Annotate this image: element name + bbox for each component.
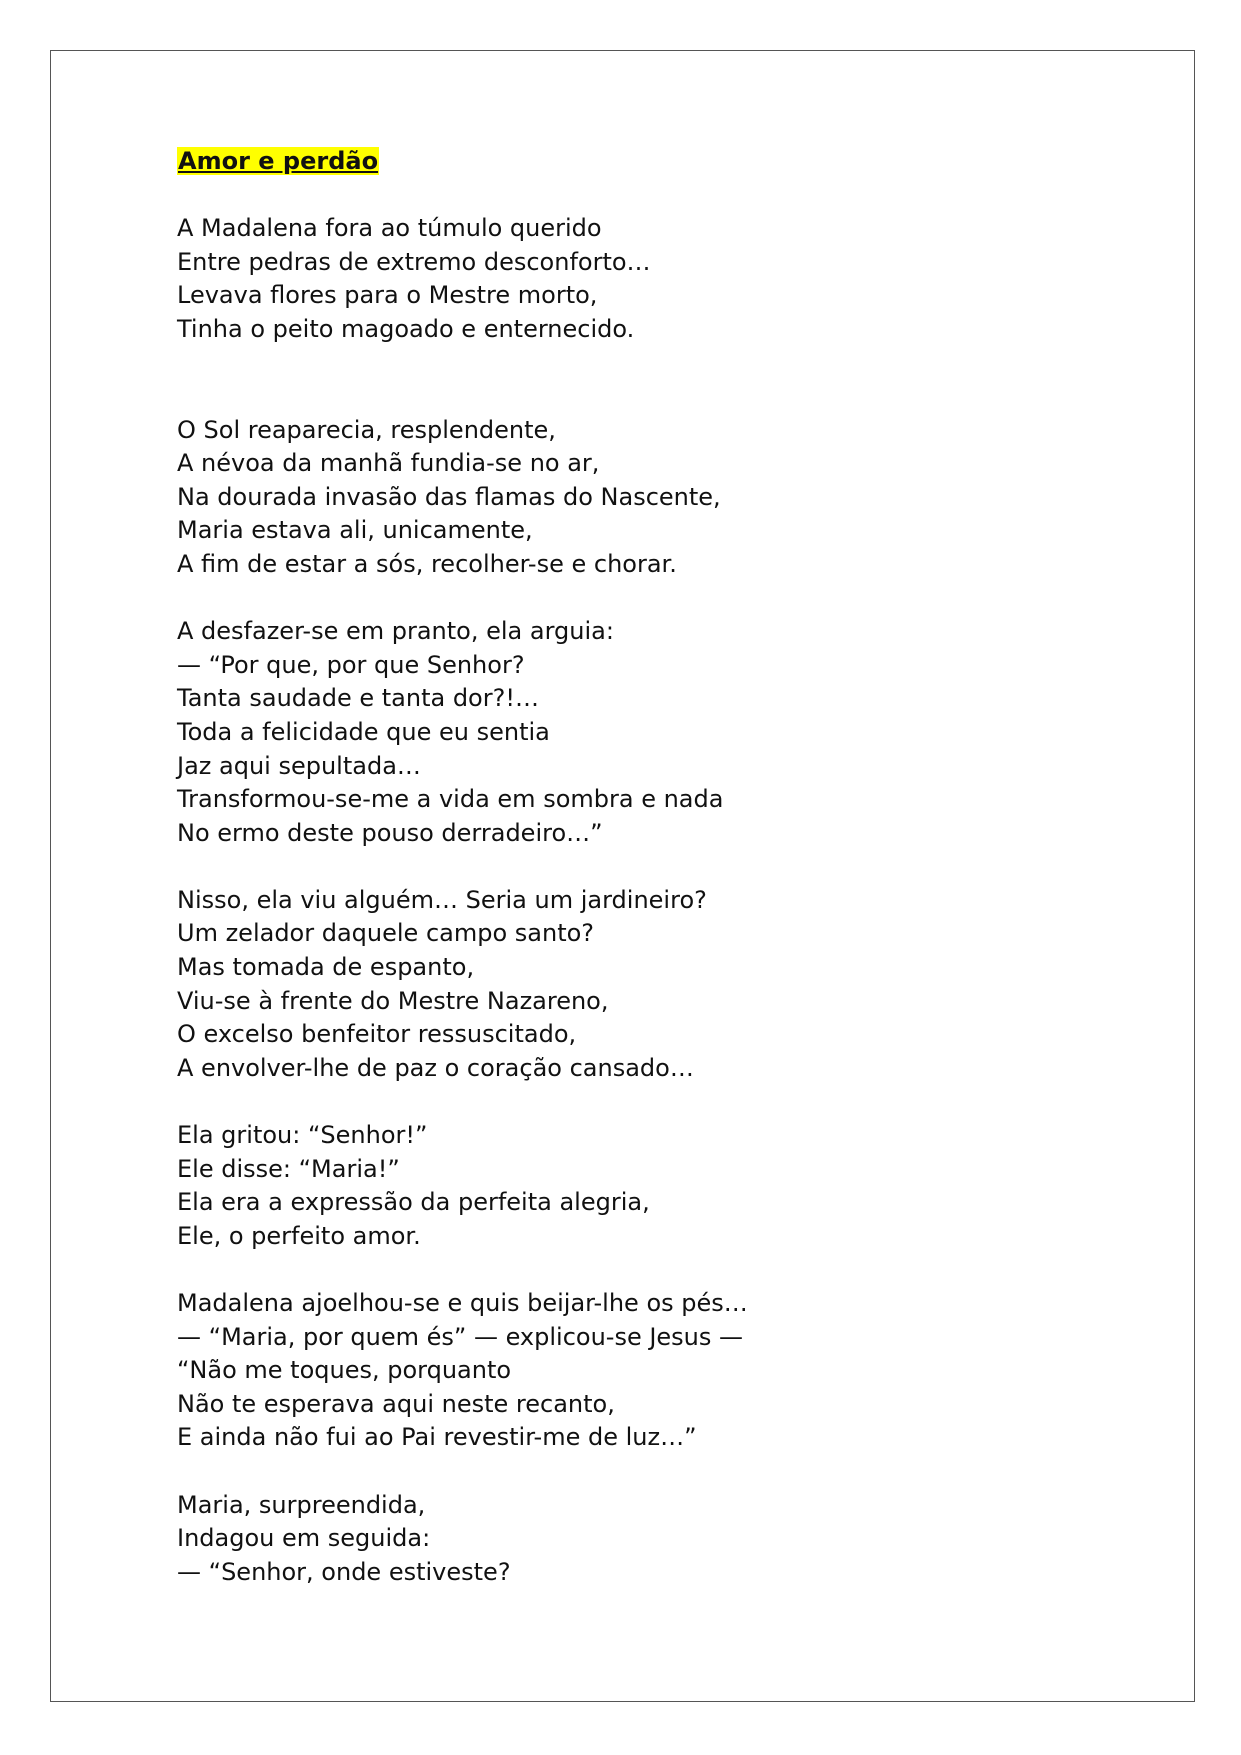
verse-line: Toda a felicidade que eu sentia xyxy=(177,717,550,746)
verse-line: Ela era a expressão da perfeita alegria, xyxy=(177,1188,650,1217)
stanza-gap xyxy=(177,850,1077,884)
title-line xyxy=(177,144,1077,178)
poem-body xyxy=(177,144,1077,1589)
verse-line: A envolver-lhe de paz o coração cansado… xyxy=(177,1053,694,1082)
verse-line: Madalena ajoelhou-se e quis beijar-lhe os pés… xyxy=(177,1289,748,1317)
stanza xyxy=(177,1489,1077,1590)
verse-line: E ainda não fui ao Pai revestir-me de luz…” xyxy=(177,1423,697,1452)
verse-line: O Sol reaparecia, resplendente, xyxy=(177,415,556,444)
verse-line: Ele, o perfeito amor. xyxy=(177,1221,421,1250)
verse-line: Indagou em seguida: xyxy=(177,1524,431,1553)
stanza-gap xyxy=(177,1085,1077,1119)
verse-line: Tinha o peito magoado e enternecido. xyxy=(177,314,635,343)
stanza xyxy=(177,212,1077,346)
verse-line: Tanta saudade e tanta dor?!… xyxy=(177,684,539,713)
verse-line: Entre pedras de extremo desconforto… xyxy=(177,247,651,276)
poem-title: Amor e perdão xyxy=(178,147,379,175)
verse-line: Na dourada invasão das flamas do Nascente, xyxy=(177,482,721,511)
verse-line: — “Maria, por quem és” — explicou-se Jesus — xyxy=(177,1322,744,1351)
verse-line: A névoa da manhã fundia-se no ar, xyxy=(177,449,600,478)
verse-line: Nisso, ela viu alguém… Seria um jardineiro? xyxy=(177,885,707,914)
verse-line: Levava flores para o Mestre morto, xyxy=(177,281,598,310)
verse-line: Transformou-se-me a vida em sombra e nada xyxy=(177,785,724,814)
stanza xyxy=(177,884,1077,1086)
verse-line: A desfazer-se em pranto, ela arguia: xyxy=(177,617,614,646)
verse-line: “Não me toques, porquanto xyxy=(177,1356,512,1385)
verse-line: Jaz aqui sepultada… xyxy=(177,751,421,780)
verse-line: Maria estava ali, unicamente, xyxy=(177,516,533,545)
stanza xyxy=(177,1287,1077,1455)
stanza-gap xyxy=(177,582,1077,616)
verse-line: A fim de estar a sós, recolher-se e chorar. xyxy=(177,549,677,578)
verse-line: Ele disse: “Maria!” xyxy=(177,1154,400,1183)
verse-line: Um zelador daquele campo santo? xyxy=(177,919,595,948)
verse-line: Mas tomada de espanto, xyxy=(177,953,475,982)
stanza-gap xyxy=(177,346,1077,413)
verse-line: Não te esperava aqui neste recanto, xyxy=(177,1389,615,1418)
verse-line: — “Por que, por que Senhor? xyxy=(177,650,525,679)
verse-line: Ela gritou: “Senhor!” xyxy=(177,1121,428,1150)
stanza xyxy=(177,414,1077,582)
verse-line: A Madalena fora ao túmulo querido xyxy=(177,214,602,242)
stanza-gap xyxy=(177,1455,1077,1489)
verse-line: O excelso benfeitor ressuscitado, xyxy=(177,1020,577,1049)
verse-line: No ermo deste pouso derradeiro…” xyxy=(177,818,603,847)
verse-line: Viu-se à frente do Mestre Nazareno, xyxy=(177,986,609,1015)
verse-line: — “Senhor, onde estiveste? xyxy=(177,1557,511,1586)
stanza-gap xyxy=(177,1253,1077,1287)
stanza xyxy=(177,615,1077,850)
stanza xyxy=(177,1119,1077,1253)
verse-line: Maria, surpreendida, xyxy=(177,1490,426,1519)
